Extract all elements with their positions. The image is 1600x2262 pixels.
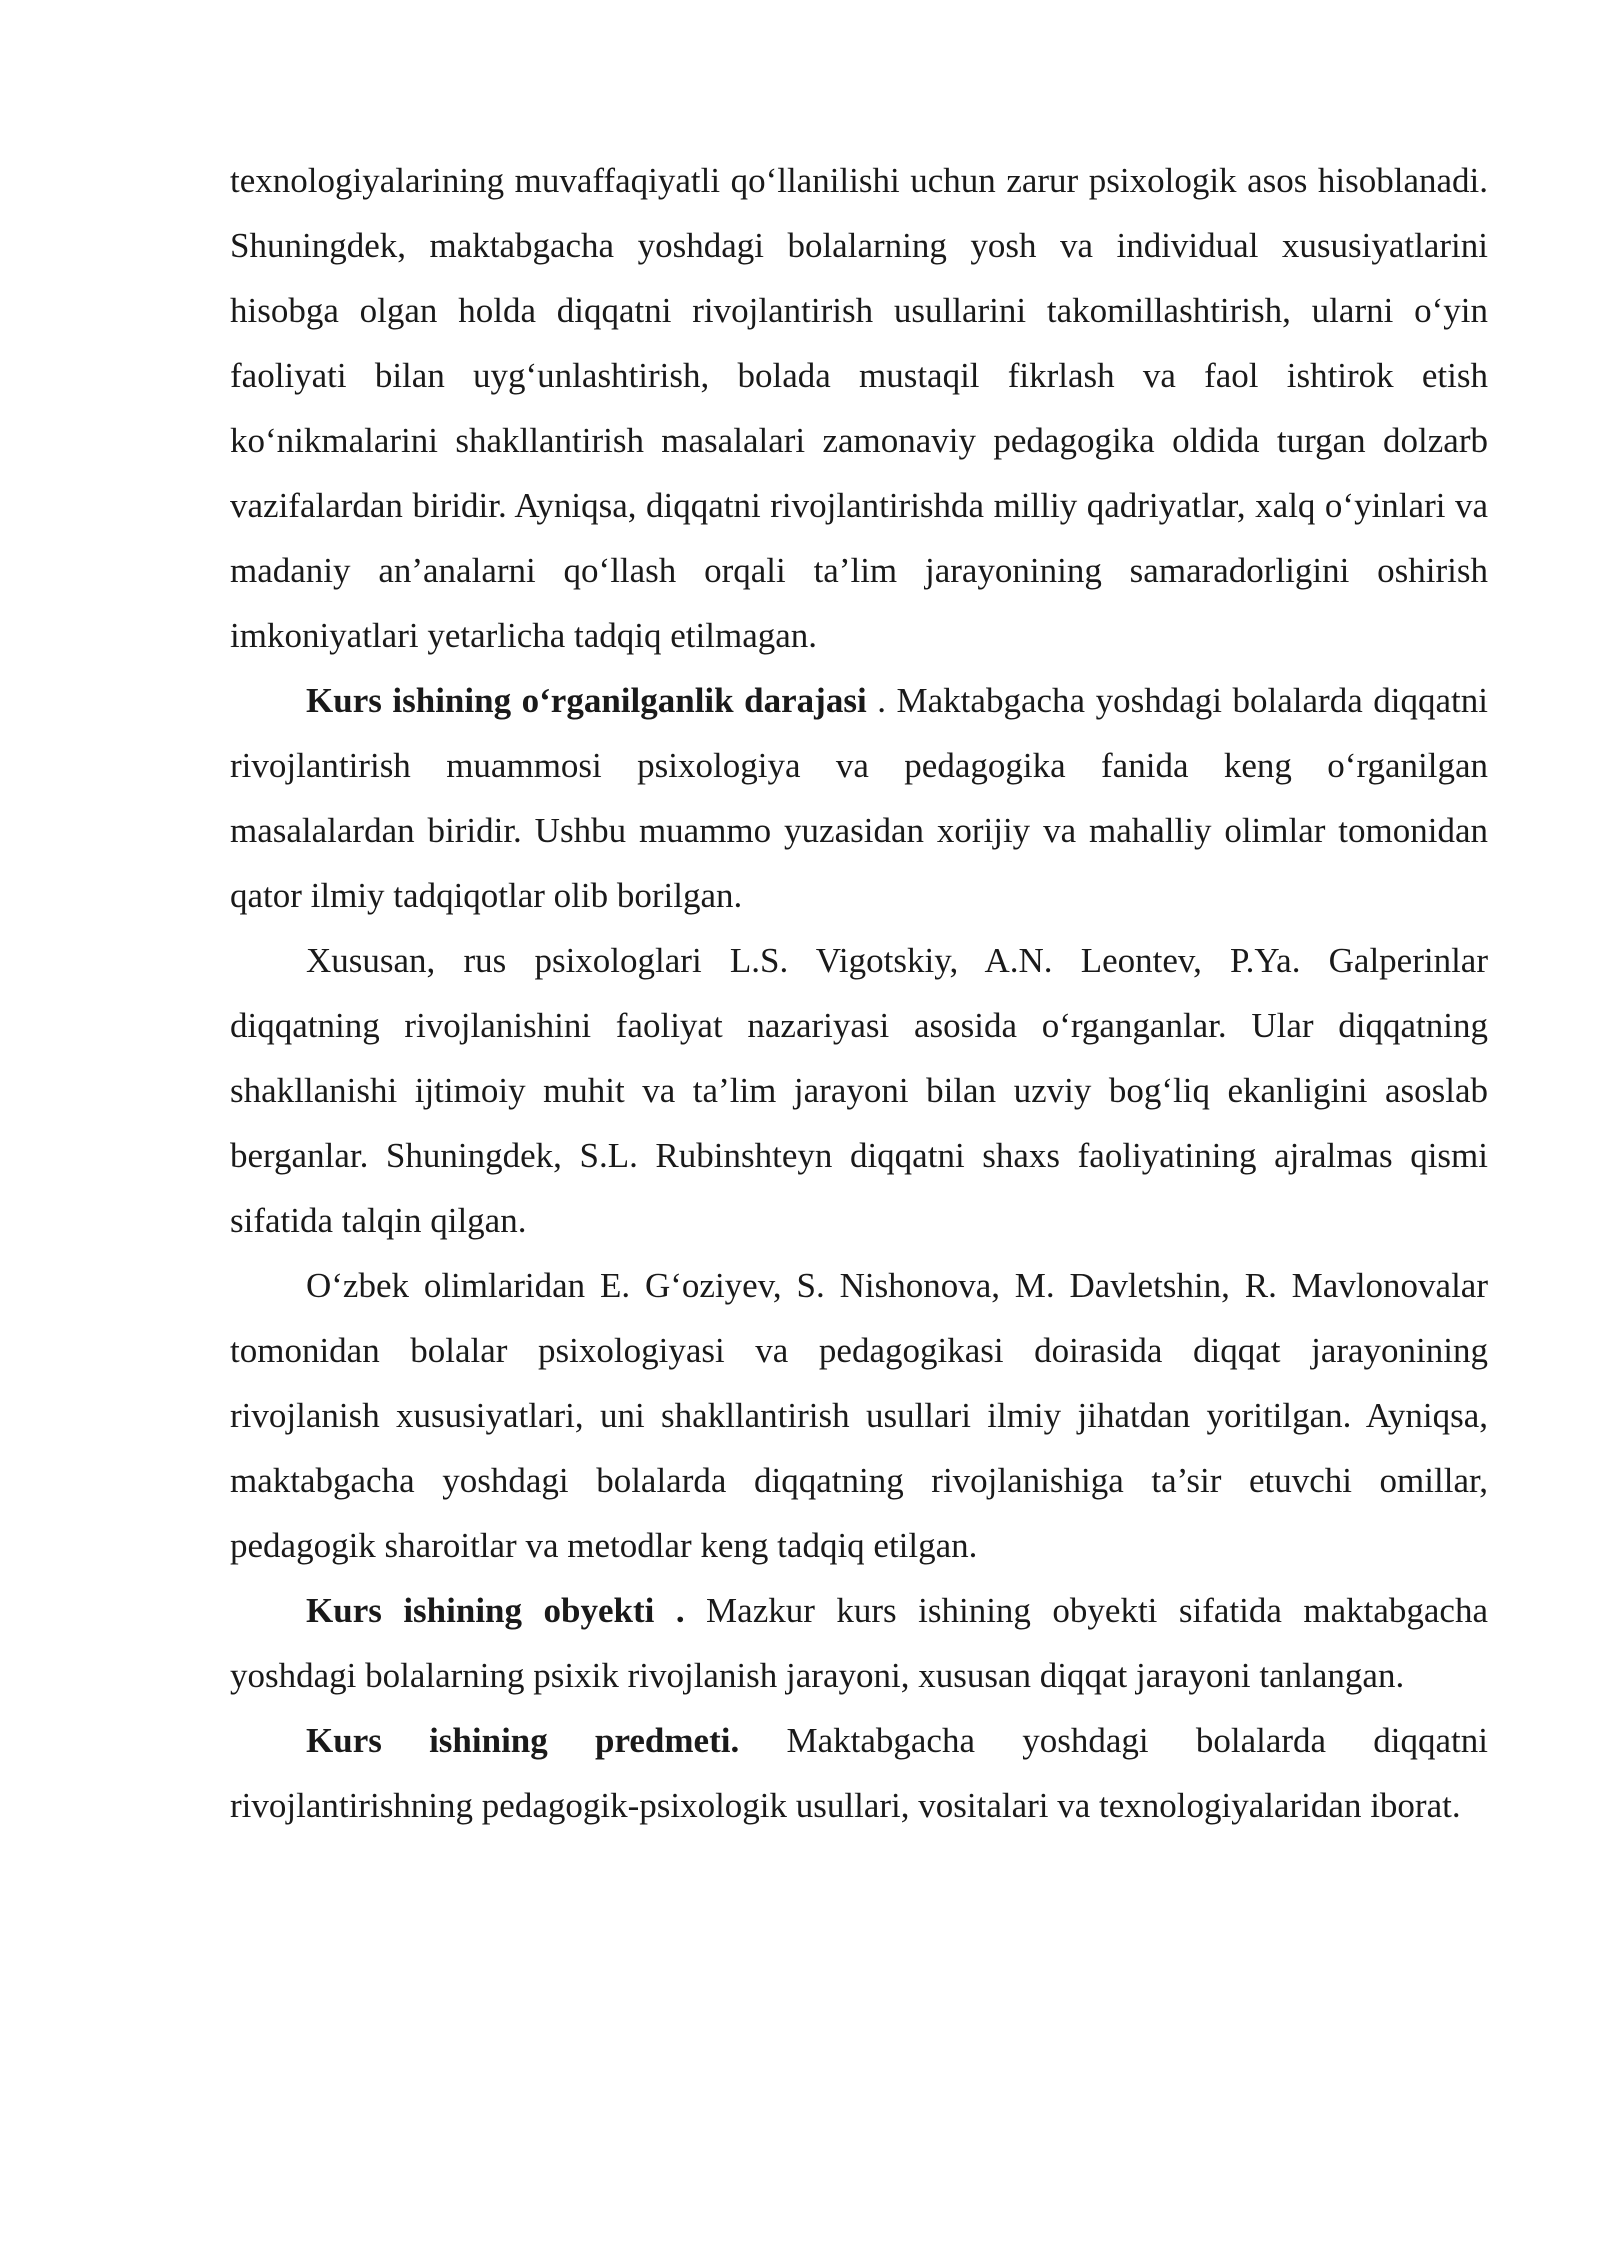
paragraph-heading: Kurs ishining o‘rganilganlik darajasi bbox=[306, 681, 867, 720]
paragraph-text: . Maktabgacha yoshdagi bolalarda diqqatni rivojlantirish muammosi psixologiya va pedagogika fanida keng o‘rganilgan masalalardan biridir. Ushbu muammo yuzasidan xorijiy va mahalliy olimlar tomonidan qator ilmiy tadqiqotlar olib borilgan. bbox=[230, 681, 1488, 915]
paragraph-continuation bbox=[230, 148, 1488, 668]
paragraph-text: texnologiyalarining muvaffaqiyatli qo‘llanilishi uchun zarur psixologik asos hisoblanadi. Shuningdek, maktabgacha yoshdagi bolalarning yosh va individual xususiyatlarini hisobga olgan holda diqqatni rivojlantirish usullarini takomillashtirish, ularni o‘yin faoliyati bilan uyg‘unlashtirish, bolada mustaqil fikrlash va faol ishtirok etish ko‘nikmalarini shakllantirish masalalari zamonaviy pedagogika oldida turgan dolzarb vazifalardan biridir. Ayniqsa, diqqatni rivojlantirishda milliy qadriyatlar, xalq o‘yinlari va madaniy an’analarni qo‘llash orqali ta’lim jarayonining samaradorligini oshirish imkoniyatlari yetarlicha tadqiq etilmagan. bbox=[230, 161, 1488, 655]
paragraph-study-level bbox=[230, 668, 1488, 928]
paragraph-text: Xususan, rus psixologlari L.S. Vigotskiy, A.N. Leontev, P.Ya. Galperinlar diqqatning rivojlanishini faoliyat nazariyasi asosida o‘rganganlar. Ular diqqatning shakllanishi ijtimoiy muhit va ta’lim jarayoni bilan uzviy bog‘liq ekanligini asoslab berganlar. Shuningdek, S.L. Rubinshteyn diqqatni shaxs faoliyatining ajralmas qismi sifatida talqin qilgan. bbox=[230, 941, 1488, 1240]
paragraph-object bbox=[230, 1578, 1488, 1708]
paragraph-heading: Kurs ishining predmeti. bbox=[306, 1721, 740, 1760]
paragraph-text: Mazkur kurs ishining obyekti sifatida maktabgacha yoshdagi bolalarning psixik rivojlanish jarayoni, xususan diqqat jarayoni tanlangan. bbox=[230, 1591, 1488, 1695]
paragraph-uzbek-scholars bbox=[230, 1253, 1488, 1578]
paragraph-heading: Kurs ishining obyekti . bbox=[306, 1591, 685, 1630]
document-page bbox=[230, 148, 1488, 1838]
paragraph-subject bbox=[230, 1708, 1488, 1838]
paragraph-text: O‘zbek olimlaridan E. G‘oziyev, S. Nishonova, M. Davletshin, R. Mavlonovalar tomonidan bolalar psixologiyasi va pedagogikasi doirasida diqqat jarayonining rivojlanish xususiyatlari, uni shakllantirish usullari ilmiy jihatdan yoritilgan. Ayniqsa, maktabgacha yoshdagi bolalarda diqqatning rivojlanishiga ta’sir etuvchi omillar, pedagogik sharoitlar va metodlar keng tadqiq etilgan. bbox=[230, 1266, 1488, 1565]
paragraph-russian-scholars bbox=[230, 928, 1488, 1253]
paragraph-text: Maktabgacha yoshdagi bolalarda diqqatni rivojlantirishning pedagogik-psixologik usullari, vositalari va texnologiyalaridan iborat. bbox=[230, 1721, 1488, 1825]
